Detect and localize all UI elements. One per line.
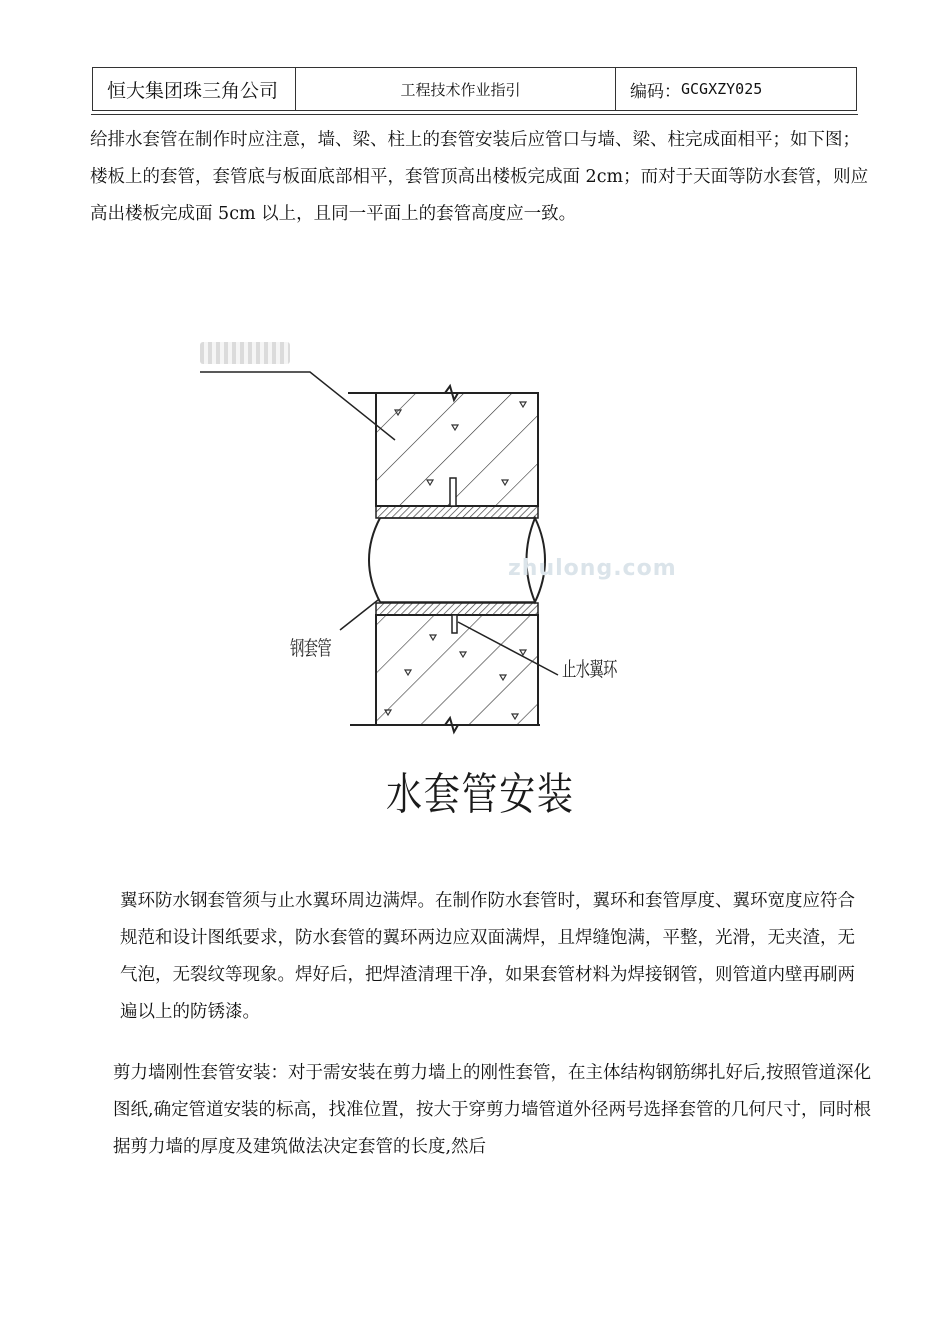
blurred-label: [200, 342, 290, 364]
paragraph-sleeve-rules: 给排水套管在制作时应注意，墙、梁、柱上的套管安装后应管口与墙、梁、柱完成面相平；如下图；楼板上的套管，套管底与板面底部相平，套管顶高出楼板完成面 2cm；而对于天面等防水套管，则应高出楼板完成面 5cm 以上，且同一平面上的套管高度应一致。: [90, 130, 869, 224]
sleeve-installation-figure: [190, 330, 690, 830]
document-code: [616, 68, 856, 110]
header-table: [92, 67, 857, 111]
document-title: 工程技术作业指引: [296, 68, 616, 110]
label-water-ring: 止水翼环: [562, 657, 617, 681]
water-ring-bottom: [452, 615, 457, 633]
sleeve-section-diagram: [190, 330, 690, 750]
label-steel-sleeve: 钢套管: [290, 636, 332, 660]
paragraph-waterproof-sleeve: 翼环防水钢套管须与止水翼环周边满焊。在制作防水套管时，翼环和套管厚度、翼环宽度应符合规范和设计图纸要求，防水套管的翼环两边应双面满焊，且焊缝饱满，平整，光滑，无夹渣，无气泡，无裂纹等现象。焊好后，把焊渣清理干净，如果套管材料为焊接钢管，则管道内壁再刷两遍以上的防锈漆。: [120, 891, 855, 1022]
steel-sleeve-bottom: [376, 603, 538, 615]
paragraph-shear-wall-sleeve: 剪力墙刚性套管安装：对于需安装在剪力墙上的刚性套管，在主体结构钢筋绑扎好后,按照管道深化图纸,确定管道安装的标高，找准位置，按大于穿剪力墙管道外径两号选择套管的几何尺寸，同时根据剪力墙的厚度及建筑做法决定套管的长度,然后: [113, 1063, 872, 1157]
steel-sleeve-top: [376, 506, 538, 518]
watermark: zhulong.com: [508, 556, 677, 581]
code-value: GCGXZY025: [681, 80, 763, 98]
water-ring-top: [450, 478, 456, 506]
company-name: 恒大集团珠三角公司: [93, 68, 296, 110]
code-label: 编码：: [630, 81, 681, 102]
figure-caption: 水套管安装: [386, 769, 575, 820]
